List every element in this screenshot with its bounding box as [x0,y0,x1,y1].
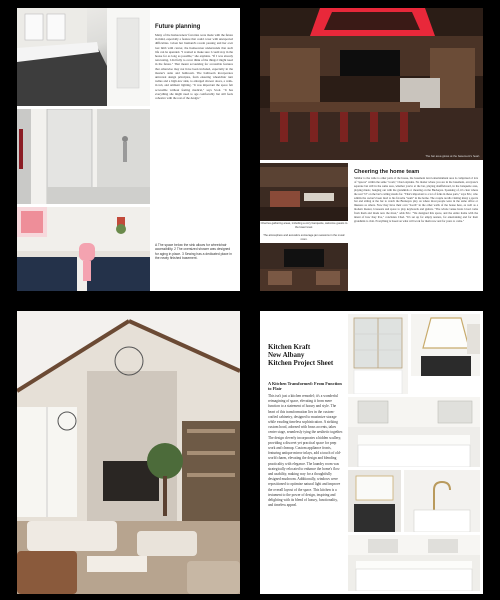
future-planning-body: Many of the homeowners' favorites were made with the future in mind, especially a feature that could cover with unexpected difficulties. Given her husband's recent passing and her own lost limb with cancer, the homeowner understands that such life can be upended. "I wanted to make sure I could stay in the house for as long as possible," she explains. "If I was already renovating, I did fully to cover think of the things I might need in the future." That meant accounting for accessible features that otherwise may not have been included, especially in the master's suite and bathroom. The bathroom incorporates universal design principles, from ensuring wheelchair turn radius and a high-low sink, to enlarged shower doors, a walk-in tub, and ambient lighting. "It was important the space felt accessible without feeling medical," says Scott. "It has everything she might need to age comfortably but still feels cohesive with the rest of the design." [155,33,233,101]
banquette-caption: Cherries gathering areas, including a cozy banquette, welcome guests to the lower level. [260,222,348,229]
banquette-photo [260,163,348,221]
shower-photo [17,109,150,204]
kitchen-body: This isn't just a kitchen remodel; it's a wonderful reimagining of space, elevating it from mere function to a statement of luxury and style. The heart of this transformation lies in the custom-crafted cabinetry, designed to maximize storage while exuding timeless sophistication. A striking custom hood, adorned with brass accents, takes center stage, seamlessly tying the aesthetic together. The design cleverly incorporates a hidden scullery, providing a discreet yet practical space for prep work and cleanup. Custom appliance fronts, featuring antique mirror inlays, add a touch of old-world charm, elevating the design and blending practicality with elegance. The laundry room was strategically relocated to enhance the home's flow and usability, making way for a thoughtfully designed mudroom. Additionally, windows were repositioned to optimize natural light and improve the overall layout of the space. This kitchen is a testament to the power of design, inspiring and delighting with its blend of luxury, functionality, and timeless appeal. [268,394,343,508]
range-hood-photo [411,314,480,394]
kitchen-kraft-title: Kitchen Kraft [268,343,311,351]
cheering-heading: Cheering the home team [354,169,420,175]
glass-cabinet-photo [348,314,408,394]
top-left-page [17,8,240,291]
music-room-caption: The atmosphere and acoustics encourage jam sessions in the music room. [263,234,345,241]
new-albany-title: New Albany [268,351,305,359]
basement-bar-photo [260,8,483,160]
sink-faucet-photo [404,470,480,532]
kitchen-island-photo [348,397,480,467]
living-room-page [17,311,240,594]
sewing-room-photo [17,207,150,291]
kitchen-project-page [260,311,483,594]
bar-photo-caption: The bar area glows at the basement's heart. [425,154,480,158]
music-room-photo [260,243,348,291]
kitchen-range-photo [348,470,401,532]
kitchen-wide-photo [348,535,480,591]
future-planning-heading: Future planning [155,24,201,30]
project-sheet-title: Kitchen Project Sheet [268,359,334,367]
photo-caption: A The space below the sink allows for wheelchair accessibility. 2 The oversized shower was designed for aging in place. 3 Sewing has a dedicated place in the newly finished basement. [155,243,232,260]
bathroom-vanity-photo [17,8,150,106]
cheering-body: Similar to the wide to other parts of the house, the basement level entertainment area is comprised of lots of "spaces" within the same "room," Chad explains. No matter where you are in the basement, everyone's separate but still in the same area, whether you're at the bar, playing shuffleboard, in the banquette area, playing music, hanging out with the grandkids or cheering on the Buckeyes. Speaking of, it's clear where the real "O" on the bar's ceiling stands for. "That's important to a lot of folks in these parts," says Eric, who admits the owner's been tired to his favorite "team" in the home. The couple recalls visiting many a sports bar and sitting at the bar to watch the Buckeyes play on where most people were in the same office or likeness as others. Now they have their own "booth" in the other walls of the house here, as well as a modern theater, loveseats and space to play keyboards and guitars. "The whole venue hosts loved come from them and made new the most," adds Eric. "We designed this space, and the entire home with the intent of how they live," concludes Chad. "It's set up for empty nesters, for entertaining and for their grandkids to visit. Everything is based on what will work for them now and for years to come." [354,177,478,223]
kitchen-subheading: A Kitchen Transformed: From Function to Flair [268,381,342,392]
top-right-page [260,8,483,291]
